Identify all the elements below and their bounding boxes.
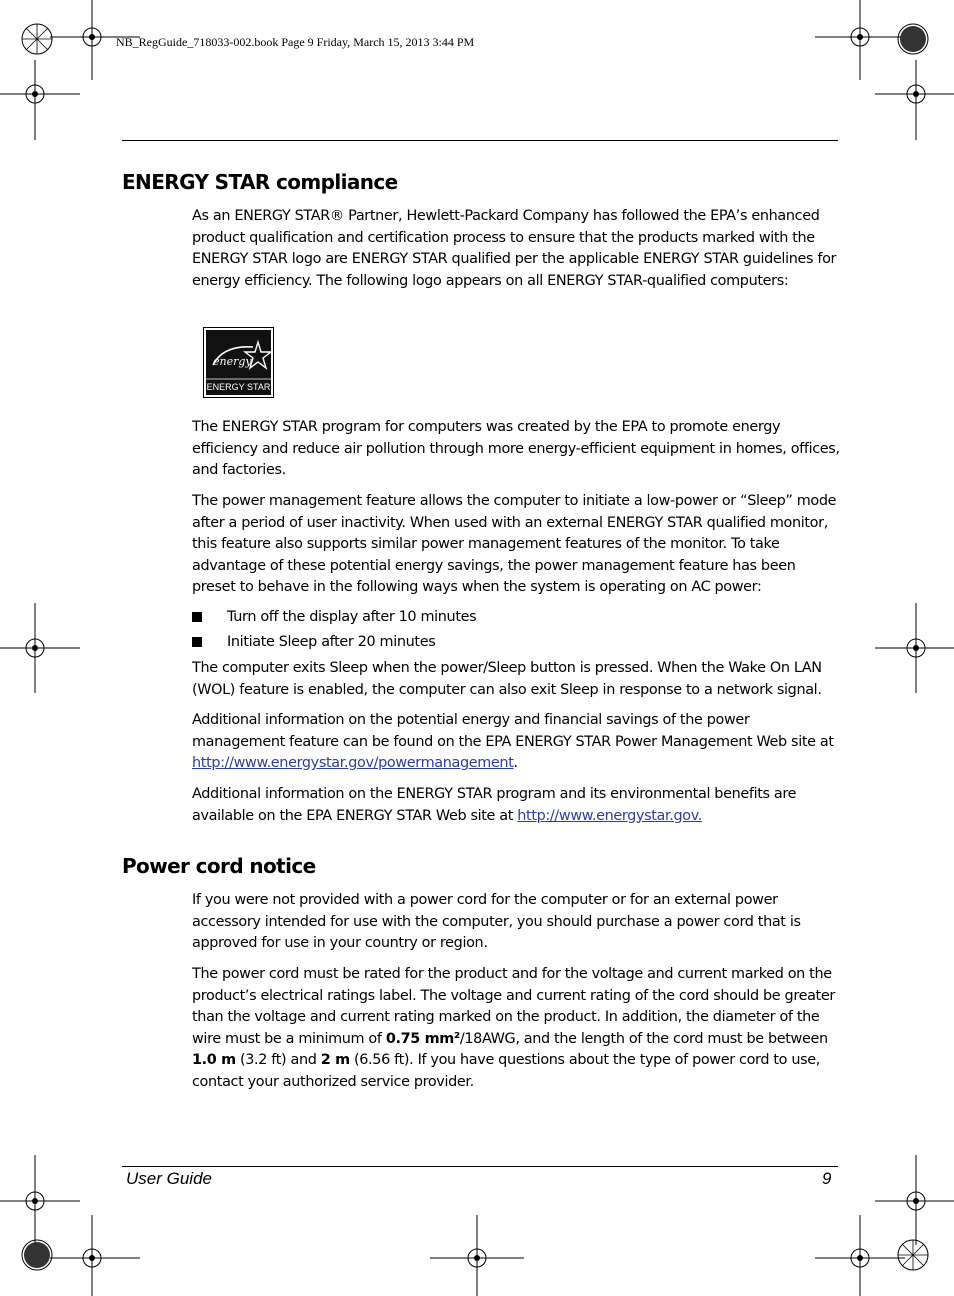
paragraph-text: (3.2 ft) and: [235, 1052, 321, 1068]
logo-label: ENERGY STAR: [206, 382, 271, 392]
paragraph-text: .: [513, 755, 518, 771]
page-number: 9: [822, 1169, 832, 1188]
wire-diameter: 0.75 mm²: [385, 1030, 460, 1047]
bullet-square-icon: [192, 612, 202, 622]
max-length: 2 m: [320, 1052, 350, 1068]
energy-paragraph-3: The power management feature allows the computer to initiate a low-power or “Sleep” mode after a period of user inactivity. When used with an external ENERGY STAR qualified monitor, this feature also supports similar power management features of the monitor. To take advantage of these potential energy savings, the power management feature has been preset to behave in the following ways when the system is operating on AC power:: [192, 493, 837, 595]
footer-rule: [122, 1166, 838, 1167]
paragraph-text: The power cord must be rated for the product and for the voltage and current marked on the product’s electrical ratings label. The voltage and current rating of the cord should be greater than the voltage and current rating marked on the product. In addition, the diameter of the wire must be a minimum of: [192, 966, 835, 1047]
energy-star-link[interactable]: http://www.energystar.gov.: [517, 807, 702, 824]
energy-paragraph-1: As an ENERGY STAR® Partner, Hewlett-Packard Company has followed the EPA’s enhanced product qualification and certification process to ensure that the products marked with the ENERGY STAR logo are ENERGY STAR qualified per the applicable ENERGY STAR guidelines for energy efficiency. The following logo appears on all ENERGY STAR-qualified computers:: [192, 208, 837, 289]
power-paragraph-2: [192, 964, 842, 1093]
print-slug: NB_RegGuide_718033-002.book Page 9 Friday, March 15, 2013 3:44 PM: [116, 35, 475, 49]
list-item-text: Turn off the display after 10 minutes: [227, 609, 477, 625]
energy-star-heading: ENERGY STAR compliance: [122, 170, 398, 194]
list-item-text: Initiate Sleep after 20 minutes: [227, 634, 436, 650]
min-length: 1.0 m: [192, 1052, 236, 1068]
energy-paragraph-5: [192, 710, 842, 775]
energy-star-logo: [203, 327, 274, 398]
header-rule: [122, 140, 838, 141]
logo-script-text: energy: [213, 355, 252, 368]
energy-paragraph-4: The computer exits Sleep when the power/Sleep button is pressed. When the Wake On LAN (WOL) feature is enabled, the computer can also exit Sleep in response to a network signal.: [192, 660, 822, 698]
power-management-link[interactable]: http://www.energystar.gov/powermanagement: [192, 755, 514, 771]
energy-paragraph-2: The ENERGY STAR program for computers was created by the EPA to promote energy efficiency and reduce air pollution through more energy-efficient equipment in homes, offices, and factories.: [192, 419, 840, 478]
power-cord-heading: Power cord notice: [122, 854, 316, 878]
energy-paragraph-6: [192, 784, 842, 827]
footer-title: User Guide: [126, 1169, 212, 1188]
paragraph-text: /18AWG, and the length of the cord must be between: [459, 1030, 828, 1047]
paragraph-text: Additional information on the ENERGY STAR program and its environmental benefits are available on the EPA ENERGY STAR Web site at: [192, 786, 797, 824]
paragraph-text: (6.56 ft). If you have questions about the type of power cord to use, contact your authorized service provider.: [192, 1052, 820, 1090]
power-paragraph-1: If you were not provided with a power cord for the computer or for an external power accessory intended for use with the computer, you should purchase a power cord that is approved for use in your country or region.: [192, 892, 801, 951]
bullet-square-icon: [192, 637, 202, 647]
paragraph-text: Additional information on the potential energy and financial savings of the power management feature can be found on the EPA ENERGY STAR Power Management Web site at: [192, 712, 834, 750]
